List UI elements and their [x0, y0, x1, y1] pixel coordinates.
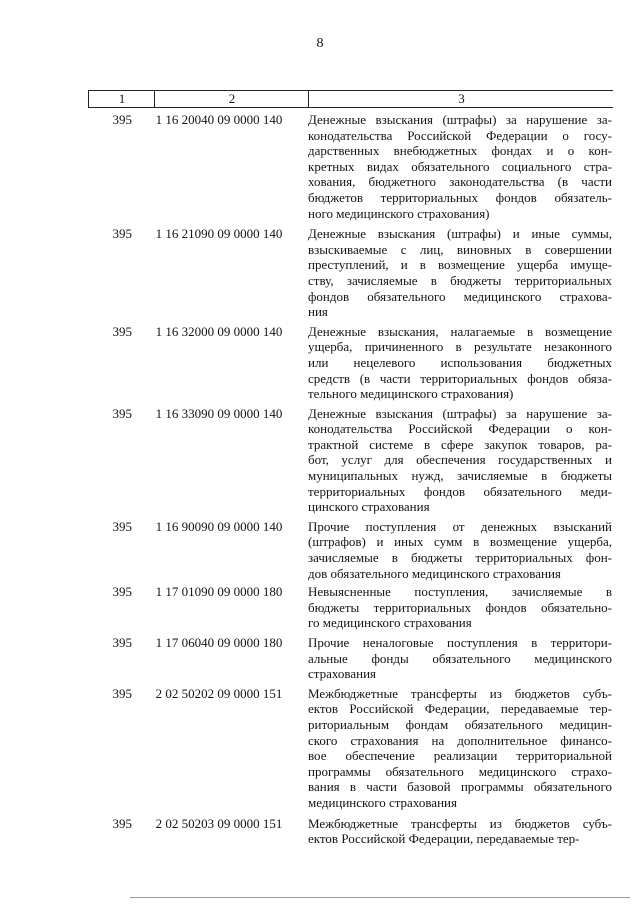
table-row — [88, 406, 613, 515]
description-line: хования, бюджетного законодательства (в части — [308, 174, 612, 190]
page-edge-line — [130, 897, 630, 898]
description-line: риториальным фондам обязательного медицин- — [308, 716, 612, 732]
description-line: вания в части базовой программы обязательного — [308, 779, 612, 795]
description-line: муниципальных нужд, зачисляемые в бюджеты — [308, 468, 612, 484]
description-line: кретных видах обязательного социального стра- — [308, 158, 612, 174]
description-line: Прочие неналоговые поступления в территори- — [308, 635, 612, 650]
table-row — [88, 816, 613, 847]
description-line: Прочие поступления от денежных взысканий — [308, 518, 612, 534]
table-header — [88, 90, 613, 108]
header-col-2: 2 — [154, 91, 309, 107]
budget-classification-code: 1 17 06040 09 0000 180 — [155, 635, 283, 650]
description-line: Денежные взыскания, налагаемые в возмещение — [308, 323, 612, 339]
description-line: Межбюджетные трансферты из бюджетов субъ- — [308, 815, 612, 831]
income-description — [308, 635, 612, 682]
budget-classification-code: 1 17 01090 09 0000 180 — [155, 584, 283, 600]
description-line: конодательства Российской Федерации о госу- — [308, 127, 612, 143]
income-description — [308, 112, 612, 221]
admin-code: 395 — [112, 226, 132, 242]
admin-code: 395 — [112, 685, 132, 701]
description-line: фондов обязательного медицинского страхова- — [308, 288, 612, 304]
description-line: ству, зачисляемые в бюджеты территориальных — [308, 272, 612, 288]
admin-code: 395 — [112, 584, 132, 600]
description-line: Невыясненные поступления, зачисляемые в — [308, 584, 612, 600]
table-row — [88, 519, 613, 581]
table-row — [88, 324, 613, 402]
description-line: взыскиваемые с лиц, виновных в совершении — [308, 241, 612, 257]
income-description — [308, 226, 612, 320]
admin-code: 395 — [112, 323, 132, 339]
table-body — [88, 108, 613, 847]
description-line: бот, услуг для обеспечения государственных и — [308, 452, 612, 468]
income-description — [308, 324, 612, 402]
table-row — [88, 226, 613, 320]
table-row — [88, 584, 613, 631]
income-description — [308, 816, 612, 847]
description-line: зачисляемые в бюджеты территориальных фон- — [308, 550, 612, 566]
table-row — [88, 635, 613, 682]
table-row — [88, 686, 613, 811]
budget-classification-code: 2 02 50202 09 0000 151 — [155, 685, 283, 701]
description-line: медицинского страхования — [308, 794, 457, 810]
admin-code: 395 — [112, 405, 132, 421]
budget-classification-code: 1 16 90090 09 0000 140 — [155, 518, 283, 534]
description-line: преступлений, и в возмещение ущерба имуще- — [308, 257, 612, 273]
description-line: цинского страхования — [308, 499, 430, 515]
description-line: Денежные взыскания (штрафы) за нарушение за- — [308, 405, 612, 421]
income-description — [308, 686, 612, 811]
description-line: дов обязательного медицинского страхования — [308, 565, 561, 581]
budget-classification-code: 1 16 32000 09 0000 140 — [155, 323, 283, 339]
description-line: ектов Российской Федерации, передаваемые тер- — [308, 701, 612, 717]
description-line: (штрафов) и иных сумм в возмещение ущерба, — [308, 534, 612, 550]
description-line: трактной системе в сфере закупок товаров, ра- — [308, 436, 612, 452]
income-description — [308, 406, 612, 515]
description-line: Денежные взыскания (штрафы) за нарушение за- — [308, 112, 612, 127]
description-line: ского страхования на дополнительное финансо- — [308, 732, 612, 748]
income-description — [308, 584, 612, 631]
description-line: ния — [308, 304, 328, 320]
description-line: дарственных внебюджетных фондах и о кон- — [308, 143, 612, 159]
table-row — [88, 112, 613, 221]
description-line: средств (в части территориальных фондов обяза- — [308, 370, 612, 386]
description-line: бюджеты территориальных фондов обязательно- — [308, 599, 612, 615]
budget-classification-code: 1 16 33090 09 0000 140 — [155, 405, 283, 421]
admin-code: 395 — [112, 112, 132, 127]
description-line: ектов Российской Федерации, передаваемые тер- — [308, 831, 580, 847]
description-line: альные фонды обязательного медицинского — [308, 650, 612, 666]
description-line: вое обеспечение реализации территориальной — [308, 748, 612, 764]
description-line: бюджетов территориальных фондов обязатель- — [308, 189, 612, 205]
budget-classification-code: 2 02 50203 09 0000 151 — [155, 815, 283, 831]
page-number: 8 — [316, 36, 324, 51]
description-line: программы обязательного медицинского страхо- — [308, 763, 612, 779]
description-line: конодательства Российской Федерации о кон- — [308, 421, 612, 437]
header-col-3: 3 — [308, 91, 614, 107]
description-line: тельного медицинского страхования) — [308, 386, 514, 402]
header-col-1: 1 — [88, 91, 155, 107]
admin-code: 395 — [112, 518, 132, 534]
admin-code: 395 — [112, 815, 132, 831]
budget-classification-code: 1 16 20040 09 0000 140 — [155, 112, 283, 127]
description-line: ного медицинского страхования) — [308, 205, 490, 221]
description-line: Денежные взыскания (штрафы) и иные суммы, — [308, 226, 612, 242]
income-description — [308, 519, 612, 581]
budget-classification-code: 1 16 21090 09 0000 140 — [155, 226, 283, 242]
description-line: Межбюджетные трансферты из бюджетов субъ- — [308, 685, 612, 701]
description-line: страхования — [308, 666, 377, 682]
description-line: или нецелевого использования бюджетных — [308, 354, 612, 370]
description-line: ущерба, причиненного в результате незаконного — [308, 339, 612, 355]
description-line: го медицинского страхования — [308, 615, 472, 631]
description-line: территориальных фондов обязательного меди- — [308, 483, 612, 499]
admin-code: 395 — [112, 635, 132, 650]
